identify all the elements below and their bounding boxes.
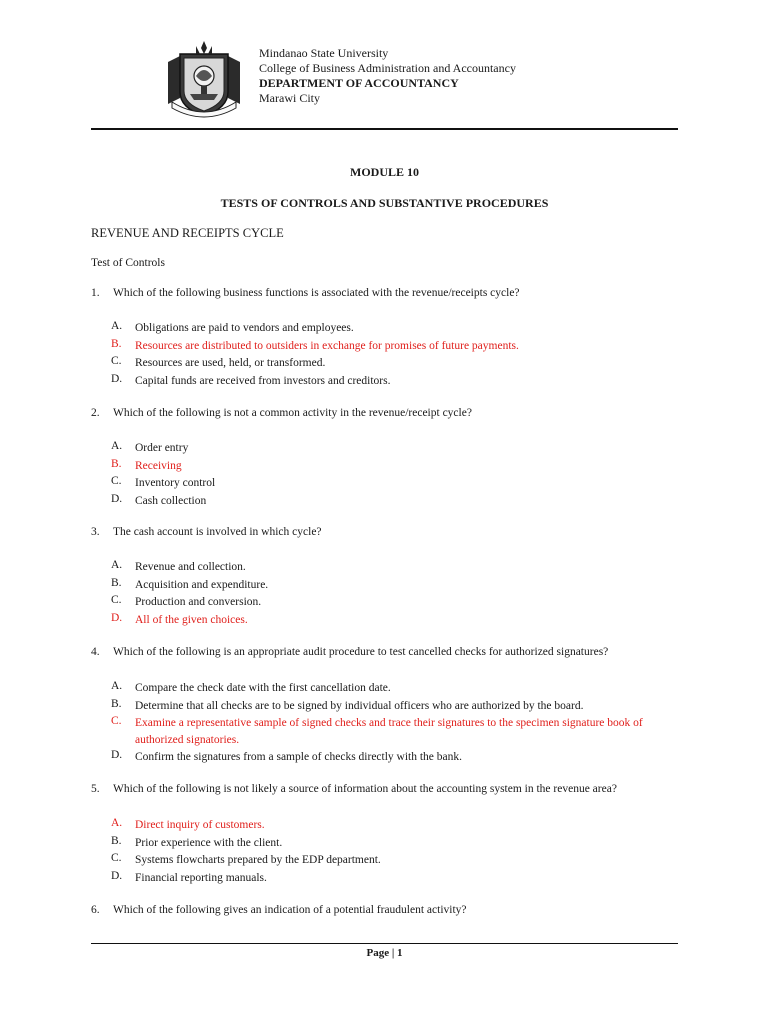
subsection-title: Test of Controls bbox=[91, 257, 165, 269]
module-subtitle: TESTS OF CONTROLS AND SUBSTANTIVE PROCEDURES bbox=[220, 196, 549, 210]
choice-c bbox=[111, 852, 681, 870]
choice-letter: A. bbox=[111, 440, 123, 452]
choice-a bbox=[111, 440, 681, 458]
choice-d bbox=[111, 373, 681, 391]
choice-text: Resources are distributed to outsiders in exchange for promises of future payments. bbox=[135, 339, 519, 352]
header-divider bbox=[91, 128, 678, 130]
choice-c bbox=[111, 355, 681, 373]
choice-letter: A. bbox=[111, 320, 123, 332]
section-title: REVENUE AND RECEIPTS CYCLE bbox=[91, 226, 284, 240]
choice-c-answer bbox=[111, 715, 681, 749]
choice-text: Production and conversion. bbox=[135, 596, 262, 608]
choice-b-answer bbox=[111, 458, 681, 476]
choice-text: Inventory control bbox=[135, 477, 216, 489]
department-name: DEPARTMENT OF ACCOUNTANCY bbox=[259, 76, 459, 90]
question-number: 2. bbox=[91, 407, 100, 419]
choice-letter: C. bbox=[111, 355, 122, 367]
choice-letter: B. bbox=[111, 337, 122, 350]
choice-text: Direct inquiry of customers. bbox=[135, 819, 265, 831]
university-name: Mindanao State University bbox=[259, 46, 389, 60]
choice-text: Resources are used, held, or transformed. bbox=[135, 357, 326, 369]
question-text: Which of the following is not likely a source of information about the accounting system in the revenue area? bbox=[113, 783, 617, 795]
institution-header bbox=[259, 46, 516, 106]
choice-letter: D. bbox=[111, 749, 123, 761]
choice-c bbox=[111, 475, 681, 493]
choice-text: Revenue and collection. bbox=[135, 561, 246, 573]
choice-text: Cash collection bbox=[135, 494, 207, 507]
choice-letter: A. bbox=[111, 817, 123, 829]
choice-text: Compare the check date with the first cancellation date. bbox=[135, 682, 391, 694]
choice-text: Acquisition and expenditure. bbox=[135, 578, 269, 591]
question-1-choices bbox=[111, 320, 681, 390]
choice-letter: C. bbox=[111, 475, 122, 487]
choice-letter: B. bbox=[111, 834, 122, 847]
choice-a-answer bbox=[111, 817, 681, 835]
choice-a bbox=[111, 559, 681, 577]
page-number: Page | 1 bbox=[366, 947, 403, 959]
choice-b-answer bbox=[111, 338, 681, 356]
choice-text: Examine a representative sample of signed checks and trace their signatures to the specimen signature book of authorized signatories. bbox=[135, 717, 643, 746]
footer-divider bbox=[91, 943, 678, 944]
choice-letter: C. bbox=[111, 852, 122, 864]
question-3-choices bbox=[111, 559, 681, 629]
choice-letter: B. bbox=[111, 457, 122, 470]
choice-a bbox=[111, 320, 681, 338]
choice-letter: D. bbox=[111, 611, 123, 624]
choice-letter: B. bbox=[111, 697, 122, 710]
city-name: Marawi City bbox=[259, 91, 320, 105]
seal-icon bbox=[166, 40, 242, 120]
choice-letter: D. bbox=[111, 372, 123, 385]
question-number: 6. bbox=[91, 904, 100, 916]
choice-letter: C. bbox=[111, 715, 122, 727]
choice-text: All of the given choices. bbox=[135, 613, 248, 626]
question-text: Which of the following is not a common activity in the revenue/receipt cycle? bbox=[113, 407, 472, 419]
university-seal-logo bbox=[166, 40, 242, 120]
question-number: 1. bbox=[91, 287, 100, 299]
question-text: The cash account is involved in which cycle? bbox=[113, 526, 322, 538]
choice-a bbox=[111, 680, 681, 698]
choice-text: Order entry bbox=[135, 442, 189, 454]
choice-letter: A. bbox=[111, 680, 123, 692]
question-number: 3. bbox=[91, 526, 100, 538]
choice-text: Obligations are paid to vendors and employees. bbox=[135, 322, 354, 334]
choice-letter: D. bbox=[111, 869, 123, 882]
choice-text: Financial reporting manuals. bbox=[135, 871, 267, 884]
choice-c bbox=[111, 594, 681, 612]
choice-text: Prior experience with the client. bbox=[135, 836, 283, 849]
choice-d-answer bbox=[111, 612, 681, 630]
choice-b bbox=[111, 698, 681, 716]
choice-letter: C. bbox=[111, 594, 122, 606]
question-number: 4. bbox=[91, 646, 100, 658]
college-name: College of Business Administration and Accountancy bbox=[259, 61, 516, 75]
choice-d bbox=[111, 493, 681, 511]
question-number: 5. bbox=[91, 783, 100, 795]
question-2-choices bbox=[111, 440, 681, 510]
choice-b bbox=[111, 577, 681, 595]
choice-letter: A. bbox=[111, 559, 123, 571]
question-text: Which of the following business functions is associated with the revenue/receipts cycle? bbox=[113, 287, 520, 299]
question-text: Which of the following is an appropriate audit procedure to test cancelled checks for authorized signatures? bbox=[113, 646, 609, 658]
question-5-choices bbox=[111, 817, 681, 887]
module-title: MODULE 10 bbox=[350, 165, 419, 179]
choice-text: Receiving bbox=[135, 459, 182, 472]
choice-text: Systems flowcharts prepared by the EDP department. bbox=[135, 854, 381, 866]
question-4-choices bbox=[111, 680, 681, 767]
question-text: Which of the following gives an indication of a potential fraudulent activity? bbox=[113, 904, 467, 916]
choice-letter: D. bbox=[111, 492, 123, 505]
choice-b bbox=[111, 835, 681, 853]
choice-text: Determine that all checks are to be signed by individual officers who are authorized by the board. bbox=[135, 699, 584, 712]
choice-d bbox=[111, 870, 681, 888]
choice-text: Confirm the signatures from a sample of checks directly with the bank. bbox=[135, 751, 463, 763]
choice-d bbox=[111, 749, 681, 767]
choice-letter: B. bbox=[111, 576, 122, 589]
choice-text: Capital funds are received from investors and creditors. bbox=[135, 374, 391, 387]
